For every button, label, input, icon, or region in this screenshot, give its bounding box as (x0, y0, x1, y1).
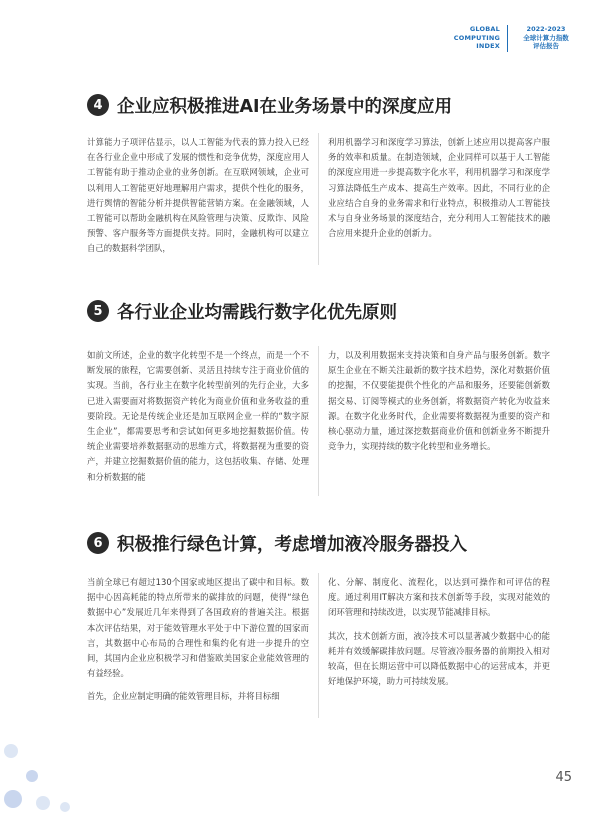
column-divider (318, 346, 319, 496)
section-heading (87, 296, 397, 326)
decorative-dot (36, 796, 50, 810)
header-line: 2022-2023 (526, 25, 566, 33)
header-line: COMPUTING (453, 33, 500, 42)
section-right-column (328, 575, 550, 697)
decorative-dot (26, 770, 38, 782)
section-heading (87, 528, 467, 558)
paragraph: 首先，企业应制定明确的能效管理目标，并将目标细 (87, 691, 280, 702)
section-number-badge: 4 (87, 94, 109, 116)
paragraph: 计算能力子项评估显示，以人工智能为代表的算力投入已经在各行业企业中形成了发展的惯性和竞争优势，深度应用人工智能有助于推动企业的业务创新。在互联网领域，企业可以利用人工智能更好地理解用户需求，提供个性化的服务，进行舆情的智能分析并提供智能营销方案。在金融领域，人工智能可以帮助金融机构在风险管理与决策、反欺诈、风险预警、客户服务等方面提供支持。同时，金融机构可以建立自己的数据科学团队， (87, 137, 309, 254)
section-number-badge: 5 (87, 300, 109, 322)
column-divider (318, 573, 319, 718)
section-right-column (328, 348, 550, 462)
header-index-label (450, 25, 500, 51)
page-number: 45 (555, 770, 572, 785)
paragraph: 当前全球已有超过130个国家或地区提出了碳中和目标。数据中心因高耗能的特点所带来的碳排放的问题，使得“绿色数据中心”发展近几年来得到了各国政府的普遍关注。根据本次评估结果，对于能效管理水平处于中下游位置的国家而言，其数据中心布局的合理性和集约化有进一步提升的空间，其国内企业应积极学习和借鉴欧美国家企业能效管理的有益经验。 (87, 577, 309, 679)
paragraph: 其次，技术创新方面，液冷技术可以显著减少数据中心的能耗并有效缓解碳排放问题。尽管液冷服务器的前期投入相对较高，但在长期运营中可以降低数据中心的运营成本，并更好地保护环境，助力可持续发展。 (328, 630, 550, 687)
header-line: 全球计算力指数 (523, 33, 569, 42)
header-divider (507, 25, 508, 52)
section-left-column (87, 135, 309, 265)
section-title: 各行业企业均需践行数字化优先原则 (117, 302, 397, 323)
decorative-dot (4, 744, 18, 758)
section-left-column (87, 575, 309, 713)
column-divider (318, 133, 319, 265)
section-title: 企业应积极推进AI在业务场景中的深度应用 (117, 96, 453, 117)
section-left-column (87, 348, 309, 493)
header-report-title (512, 25, 580, 51)
header-line: 评估报告 (533, 42, 559, 50)
header-line: GLOBAL (469, 25, 500, 33)
header-line: INDEX (476, 42, 500, 50)
section-number-badge: 6 (87, 532, 109, 554)
section-title: 积极推行绿色计算，考虑增加液冷服务器投入 (117, 534, 467, 555)
paragraph: 化、分解、制度化、流程化，以达到可操作和可评估的程度。通过利用IT解决方案和技术创新等手段，实现对能效的闭环管理和持续改进，以实现节能减排目标。 (328, 577, 550, 618)
paragraph: 力，以及利用数据来支持决策和自身产品与服务创新。数字原生企业在不断关注最新的数字技术趋势，深化对数据价值的挖掘，不仅要能提供个性化的产品和服务，还要能创新数据交易、订阅等模式的业务创新，将数据资产转化为收益来源。在数字化业务时代，企业需要将数据视为重要的资产和核心驱动力量，通过深挖数据商业价值和创新业务不断提升竞争力，实现持续的数字化转型和业务增长。 (328, 350, 550, 452)
paragraph: 如前文所述，企业的数字化转型不是一个终点，而是一个不断发展的旅程，它需要创新、灵活且持续专注于商业价值的实现。当前，各行业主在数字化转型前列的先行企业，大多已进入需要面对将数据资产转化为商业价值和业务收益的重要阶段。无论是传统企业还是加互联网企业一样的“数字原生企业”，都需要思考和尝试如何更多地挖掘数据价值。传统企业需要培养数据驱动的思维方式，将数据视为重要的资产，并建立挖掘数据价值的能力，这包括收集、存储、处理和分析数据的能 (87, 350, 309, 482)
section-right-column (328, 135, 550, 249)
decorative-dot (60, 802, 70, 812)
section-heading (87, 90, 452, 120)
decorative-dot (4, 790, 22, 808)
paragraph: 利用机器学习和深度学习算法，创新上述应用以提高客户服务的效率和质量。在制造领域，企业同样可以基于人工智能的深度应用进一步提高数字化水平，利用机器学习和深度学习算法降低生产成本、提高生产效率。因此，不同行业的企业应结合自身的业务需求和行业特点，积极推动人工智能技术与自身业务场景的深度结合，充分利用人工智能技术的融合应用来提升企业的创新力。 (328, 137, 550, 239)
